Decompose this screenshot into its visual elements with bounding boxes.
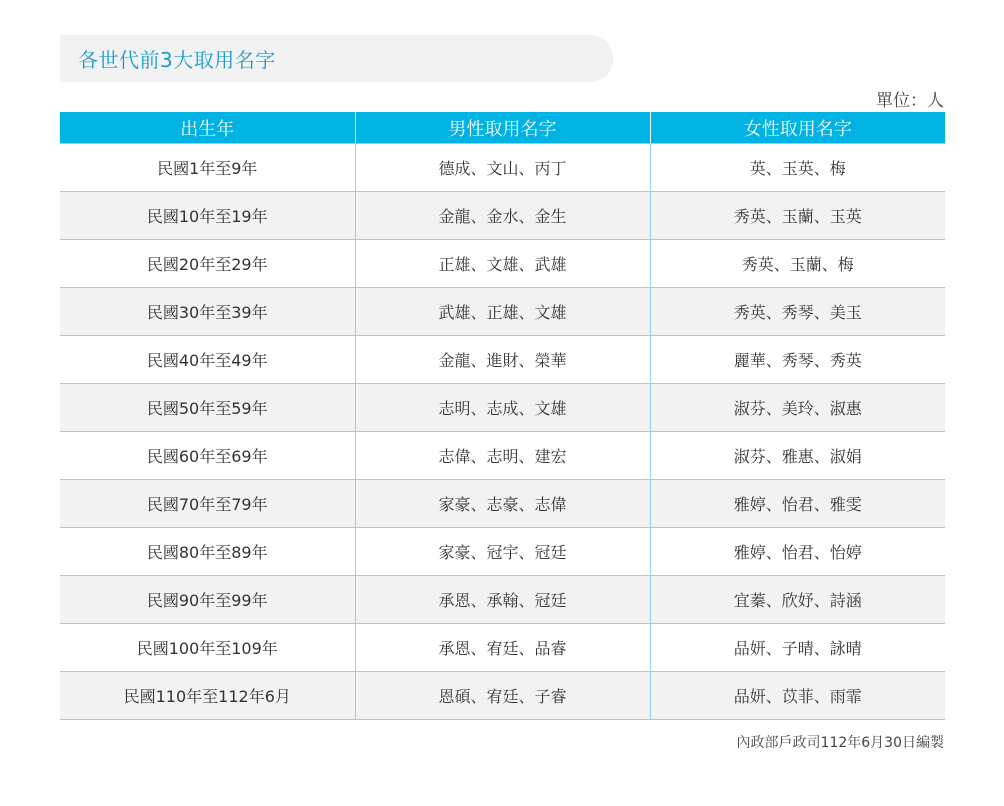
cell-birth-year: 民國50年至59年 — [60, 384, 355, 432]
table-row — [60, 240, 945, 288]
source-note: 內政部戶政司112年6月30日編製 — [736, 735, 944, 751]
cell-birth-year: 民國80年至89年 — [60, 528, 355, 576]
page-title: 各世代前3大取用名字 — [78, 48, 276, 72]
cell-female-names: 秀英、秀琴、美玉 — [650, 288, 945, 336]
table-row — [60, 288, 945, 336]
cell-female-names: 麗華、秀琴、秀英 — [650, 336, 945, 384]
cell-birth-year: 民國20年至29年 — [60, 240, 355, 288]
unit-label: 單位：人 — [876, 91, 944, 111]
cell-male-names: 家豪、冠宇、冠廷 — [355, 528, 650, 576]
table-row — [60, 624, 945, 672]
table-row — [60, 192, 945, 240]
table-row — [60, 576, 945, 624]
cell-female-names: 宜蓁、欣妤、詩涵 — [650, 576, 945, 624]
table-body — [60, 144, 945, 720]
cell-female-names: 秀英、玉蘭、梅 — [650, 240, 945, 288]
cell-male-names: 恩碩、宥廷、子睿 — [355, 672, 650, 720]
table-row — [60, 384, 945, 432]
table-row — [60, 480, 945, 528]
cell-male-names: 金龍、金水、金生 — [355, 192, 650, 240]
cell-male-names: 志明、志成、文雄 — [355, 384, 650, 432]
cell-female-names: 雅婷、怡君、怡婷 — [650, 528, 945, 576]
cell-male-names: 德成、文山、丙丁 — [355, 144, 650, 192]
table-header — [60, 112, 945, 144]
table-row — [60, 336, 945, 384]
cell-female-names: 秀英、玉蘭、玉英 — [650, 192, 945, 240]
names-table — [60, 112, 945, 720]
cell-birth-year: 民國100年至109年 — [60, 624, 355, 672]
table-row — [60, 528, 945, 576]
header-female-names: 女性取用名字 — [650, 112, 945, 144]
cell-female-names: 品妍、苡菲、雨霏 — [650, 672, 945, 720]
cell-male-names: 承恩、宥廷、品睿 — [355, 624, 650, 672]
cell-male-names: 武雄、正雄、文雄 — [355, 288, 650, 336]
cell-birth-year: 民國60年至69年 — [60, 432, 355, 480]
cell-birth-year: 民國1年至9年 — [60, 144, 355, 192]
cell-birth-year: 民國10年至19年 — [60, 192, 355, 240]
cell-male-names: 金龍、進財、榮華 — [355, 336, 650, 384]
header-row — [60, 112, 945, 144]
cell-female-names: 英、玉英、梅 — [650, 144, 945, 192]
cell-birth-year: 民國40年至49年 — [60, 336, 355, 384]
cell-birth-year: 民國90年至99年 — [60, 576, 355, 624]
cell-male-names: 家豪、志豪、志偉 — [355, 480, 650, 528]
cell-birth-year: 民國110年至112年6月 — [60, 672, 355, 720]
cell-male-names: 承恩、承翰、冠廷 — [355, 576, 650, 624]
cell-female-names: 雅婷、怡君、雅雯 — [650, 480, 945, 528]
cell-female-names: 淑芬、雅惠、淑娟 — [650, 432, 945, 480]
cell-birth-year: 民國30年至39年 — [60, 288, 355, 336]
cell-female-names: 品妍、子晴、詠晴 — [650, 624, 945, 672]
cell-female-names: 淑芬、美玲、淑惠 — [650, 384, 945, 432]
title-banner — [60, 35, 613, 82]
header-birth-year: 出生年 — [60, 112, 355, 144]
cell-male-names: 正雄、文雄、武雄 — [355, 240, 650, 288]
cell-male-names: 志偉、志明、建宏 — [355, 432, 650, 480]
cell-birth-year: 民國70年至79年 — [60, 480, 355, 528]
table-row — [60, 432, 945, 480]
table-row — [60, 672, 945, 720]
table-row — [60, 144, 945, 192]
header-male-names: 男性取用名字 — [355, 112, 650, 144]
